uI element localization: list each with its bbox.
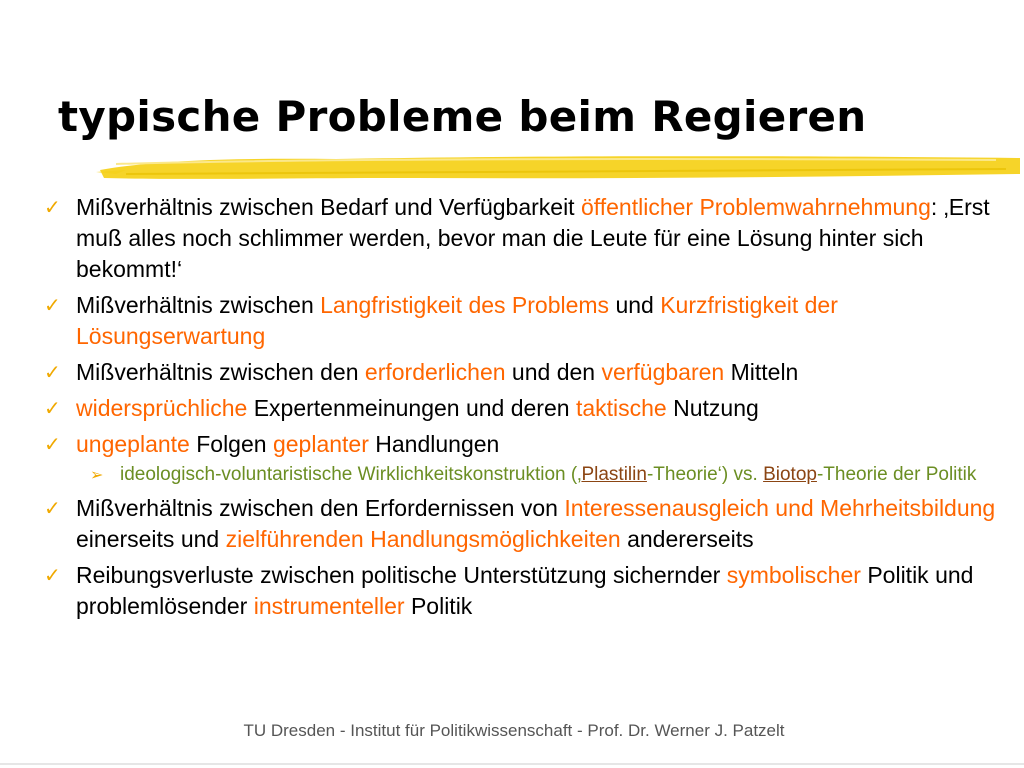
checkmark-icon: ✓ xyxy=(44,293,61,317)
checkmark-icon: ✓ xyxy=(44,432,61,456)
bottom-divider xyxy=(0,763,1024,765)
bullet-item: ✓ Mißverhältnis zwischen den Erfordernissen von Interessenausgleich und Mehrheitsbildung einerseits und zielführenden Handlungsmöglichkeiten andererseits xyxy=(44,495,996,552)
footer-text: TU Dresden - Institut für Politikwissenschaft - Prof. Dr. Werner J. Patzelt xyxy=(243,721,785,740)
link-biotop[interactable]: Biotop xyxy=(763,464,817,485)
bullet-item: ✓ ungeplante Folgen geplanter Handlungen xyxy=(40,429,1000,460)
bullet-item: ✓ Mißverhältnis zwischen Bedarf und Verfügbarkeit öffentlicher Problemwahrnehmung: ‚Erst muß alles noch schlimmer werden, bevor man die Leute für eine Lösung hinter sich bekommt!‘ xyxy=(44,194,990,282)
link-plastilin[interactable]: Plastilin xyxy=(581,464,647,485)
bullet-item: ✓ widersprüchliche Expertenmeinungen und deren taktische Nutzung xyxy=(40,393,1000,424)
arrow-icon: ➢ xyxy=(90,465,104,484)
bullet-item: ✓ Mißverhältnis zwischen den erforderlichen und den verfügbaren Mitteln xyxy=(40,357,1000,388)
bullet-item: ✓ Mißverhältnis zwischen Langfristigkeit des Problems und Kurzfristigkeit der Lösungserwartung xyxy=(44,292,838,349)
sub-bullet-item: ➢ ideologisch-voluntaristische Wirklichkeitskonstruktion (‚Plastilin-Theorie‘) vs. Biotop-Theorie der Politik xyxy=(90,464,977,485)
bullet-item: ✓ Reibungsverluste zwischen politische Unterstützung sichernder symbolischer Politik und problemlösender instrumenteller Politik xyxy=(44,562,974,619)
checkmark-icon: ✓ xyxy=(44,563,61,587)
checkmark-icon: ✓ xyxy=(44,195,61,219)
highlighter-stroke xyxy=(96,150,1024,184)
slide-title: typische Probleme beim Regieren xyxy=(58,92,867,141)
checkmark-icon: ✓ xyxy=(44,396,61,420)
checkmark-icon: ✓ xyxy=(44,496,61,520)
checkmark-icon: ✓ xyxy=(44,360,61,384)
bullet-list xyxy=(40,192,1000,627)
